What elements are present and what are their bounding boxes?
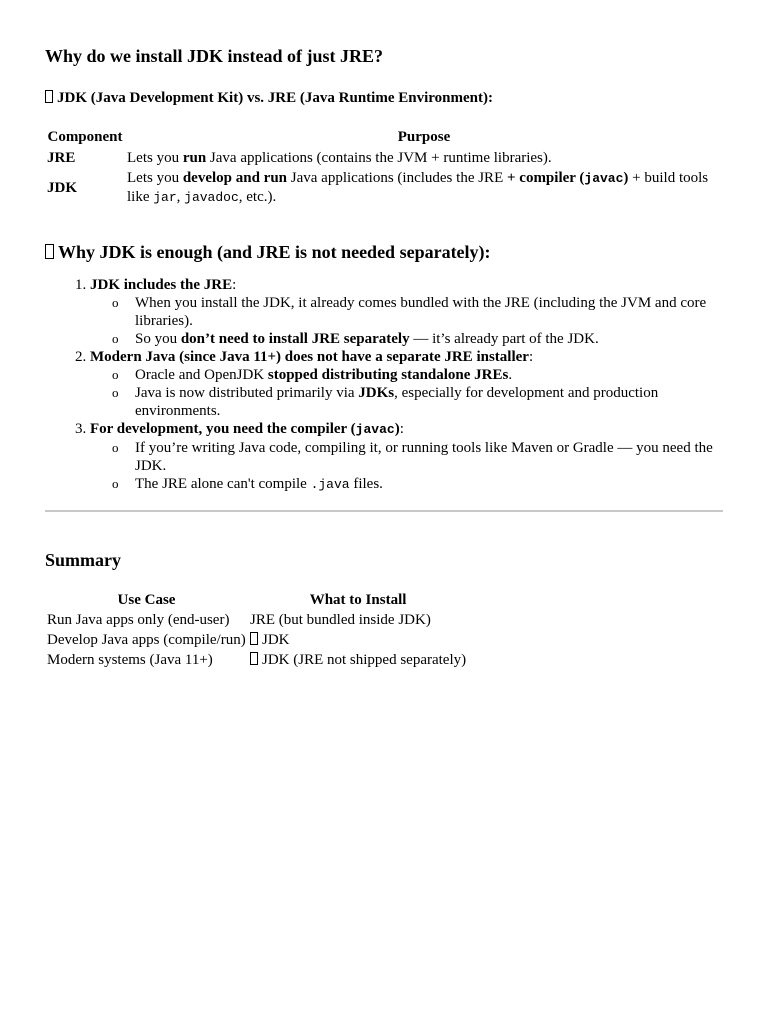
- compare-heading: [45, 88, 723, 108]
- missing-glyph-icon: [250, 652, 258, 665]
- table-header-row: [45, 126, 723, 148]
- bullet-icon: o: [112, 295, 119, 310]
- table-header-row: [45, 590, 468, 610]
- column-header-use-case: Use Case: [117, 592, 176, 608]
- text-span: If you’re writing Java code, compiling it, or running tools like Maven or Gradle — you need the JDK.: [135, 440, 713, 474]
- bullet-icon: o: [112, 367, 119, 382]
- text-span: ,: [176, 189, 185, 205]
- missing-glyph-icon: [250, 632, 258, 645]
- comparison-table: [45, 126, 723, 208]
- text-span: — it’s already part of the JDK.: [409, 331, 599, 347]
- text-span: JRE (but bundled inside JDK): [250, 612, 431, 628]
- text-span: The JRE alone can't compile: [135, 476, 311, 492]
- text-span: :: [528, 349, 534, 365]
- install-cell: [248, 610, 468, 630]
- text-span: ): [394, 421, 400, 437]
- text-span: + compiler (: [506, 170, 585, 186]
- text-span: :: [399, 421, 404, 437]
- bold-text: JDK includes the JRE: [90, 277, 233, 293]
- bold-text: run: [182, 150, 207, 166]
- sub-list-item: [112, 384, 723, 420]
- bold-text: don’t need to install JRE separately: [180, 331, 410, 347]
- text-span: ): [623, 170, 629, 186]
- text-span: :: [232, 277, 237, 293]
- inline-code: javadoc: [184, 190, 239, 205]
- sub-list-item: [112, 439, 723, 475]
- column-header-what-to-install: What to Install: [309, 592, 407, 608]
- horizontal-divider: [45, 510, 723, 512]
- component-cell: JRE: [47, 150, 76, 166]
- list-item: [90, 420, 723, 494]
- bold-text: stopped distributing standalone JREs: [267, 367, 509, 383]
- bold-text: [90, 421, 400, 437]
- summary-table: [45, 590, 468, 670]
- missing-glyph-icon: [45, 90, 53, 103]
- column-header-purpose: Purpose: [397, 129, 451, 145]
- list-item: [90, 276, 723, 348]
- text-span: Lets you: [127, 150, 183, 166]
- column-header-component: Component: [47, 129, 123, 145]
- summary-heading: Summary: [45, 550, 121, 570]
- use-case-cell: Run Java apps only (end-user): [47, 612, 230, 628]
- page-title: Why do we install JDK instead of just JRE?: [45, 46, 384, 66]
- bullet-icon: o: [112, 440, 119, 455]
- list-item: [90, 348, 723, 420]
- sub-list-item: [112, 366, 723, 384]
- table-row: [45, 630, 468, 650]
- install-cell: [248, 630, 468, 650]
- text-span: When you install the JDK, it already comes bundled with the JRE (including the JVM and core libraries).: [135, 295, 707, 329]
- sub-list: [90, 366, 723, 420]
- reasons-list: [45, 276, 723, 494]
- text-span: So you: [135, 331, 181, 347]
- sub-list-item: [112, 475, 723, 494]
- why-heading-text: Why JDK is enough (and JRE is not needed separately):: [58, 242, 491, 262]
- text-span: Lets you: [127, 170, 183, 186]
- bold-text: Modern Java (since Java 11+) does not have a separate JRE installer: [90, 349, 529, 365]
- inline-code: jar: [153, 190, 177, 205]
- text-span: , etc.).: [238, 189, 277, 205]
- inline-code: javac: [355, 422, 395, 437]
- text-span: .: [508, 367, 513, 383]
- sub-list: [90, 294, 723, 348]
- use-case-cell: Modern systems (Java 11+): [47, 652, 213, 668]
- text-span: JDK: [262, 632, 290, 648]
- text-span: Oracle and OpenJDK: [135, 367, 268, 383]
- bold-text: develop and run: [182, 170, 288, 186]
- install-cell: [248, 650, 468, 670]
- sub-list-item: [112, 330, 723, 348]
- table-row: [45, 168, 723, 208]
- text-span: JDK (JRE not shipped separately): [262, 652, 467, 668]
- compare-heading-text: JDK (Java Development Kit) vs. JRE (Java Runtime Environment):: [57, 90, 493, 106]
- bullet-icon: o: [112, 331, 119, 346]
- table-row: [45, 610, 468, 630]
- sub-list: [90, 439, 723, 494]
- table-row: [45, 650, 468, 670]
- text-span: For development, you need the compiler (: [90, 421, 356, 437]
- text-span: files.: [349, 476, 383, 492]
- bullet-icon: o: [112, 385, 119, 400]
- text-span: + build tools like: [127, 170, 709, 205]
- bold-text: [507, 170, 628, 186]
- missing-glyph-icon: [45, 244, 54, 259]
- component-cell: JDK: [47, 180, 77, 196]
- text-span: , especially for development and production environments.: [135, 385, 659, 419]
- sub-list-item: [112, 294, 723, 330]
- use-case-cell: Develop Java apps (compile/run): [47, 632, 246, 648]
- text-span: Java is now distributed primarily via: [135, 385, 359, 401]
- bold-text: JDKs: [358, 385, 395, 401]
- table-row: [45, 148, 723, 168]
- text-span: Java applications (contains the JVM + runtime libraries).: [206, 150, 552, 166]
- why-heading: [45, 240, 723, 264]
- inline-code: .java: [310, 477, 350, 492]
- bullet-icon: o: [112, 476, 119, 491]
- inline-code: javac: [584, 171, 624, 186]
- purpose-cell: [125, 148, 723, 168]
- text-span: Java applications (includes the JRE: [287, 170, 507, 186]
- purpose-cell: [125, 168, 723, 208]
